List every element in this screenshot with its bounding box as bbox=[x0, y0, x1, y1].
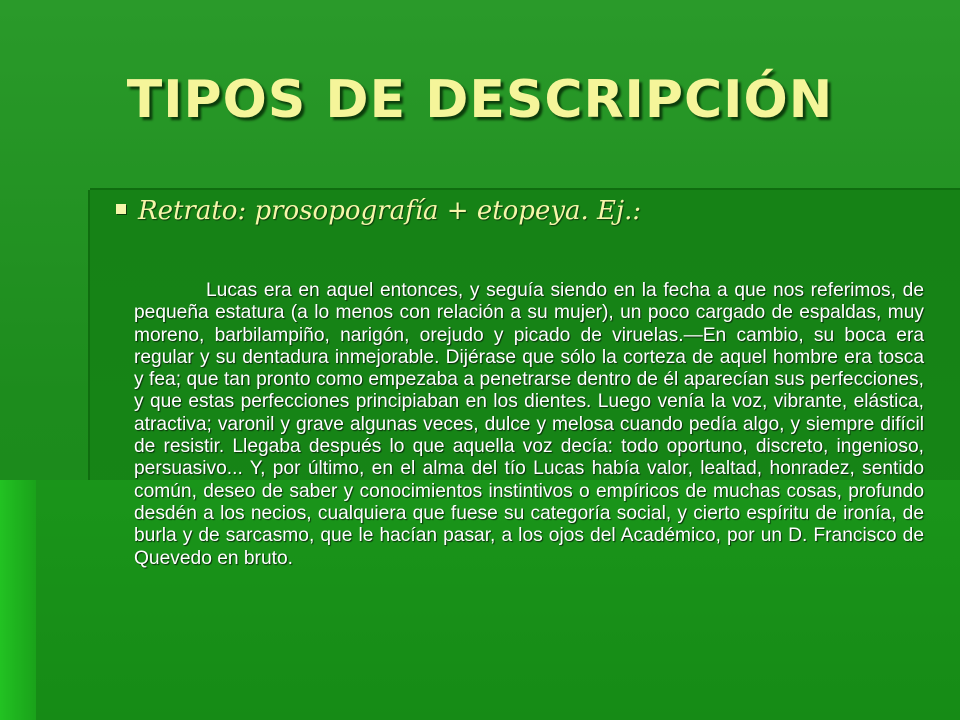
bullet-text: : prosopografía + etopeya. Ej.: bbox=[237, 196, 642, 226]
square-bullet-icon bbox=[116, 204, 126, 214]
example-quote-paragraph: Lucas era en aquel entonces, y seguía siendo en la fecha a que nos referimos, de pequeña estatura (a lo menos con relación a su mujer), un poco cargado de espaldas, muy moreno, barbilampiño, narigón, orejudo y picado de viruelas.—En cambio, su boca era regular y su dentadura inmejorable. Dijérase que sólo la corteza de aquel hombre era tosca y fea; que tan pronto como empezaba a penetrarse dentro de él aparecían sus perfecciones, y que estas perfecciones principiaban en los dientes. Luego venía la voz, vibrante, elástica, atractiva; varonil y grave algunas veces, dulce y melosa cuando pedía algo, y siempre difícil de resistir. Llegaba después lo que aquella voz decía: todo oportuno, discreto, ingenioso, persuasivo... Y, por último, en el alma del tío Lucas había valor, lealtad, honradez, sentido común, deseo de saber y conocimientos instintivos o empíricos de muchas cosas, profundo desdén a los necios, cualquiera que fuese su categoría social, y cierto espíritu de ironía, de burla y de sarcasmo, que le hacían pasar, a los ojos del Académico, por un D. Francisco de Quevedo en bruto. bbox=[134, 280, 924, 569]
slide-title: TIPOS DE DESCRIPCIÓN bbox=[126, 70, 834, 130]
bullet-item bbox=[116, 196, 916, 226]
left-accent-strip bbox=[0, 480, 36, 720]
bullet-label: Retrato bbox=[138, 196, 238, 226]
